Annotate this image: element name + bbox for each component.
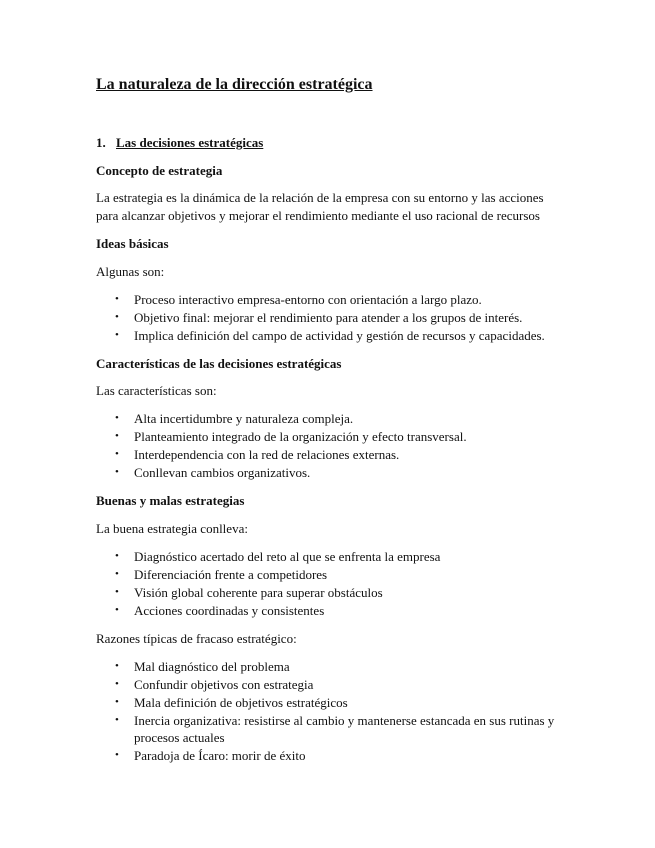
- buenas-heading: Buenas y malas estrategias: [96, 493, 245, 508]
- bullet-icon: •: [115, 678, 119, 690]
- document-title: La naturaleza de la dirección estratégica: [96, 76, 373, 93]
- list-item: • Planteamiento integrado de la organización y efecto transversal.: [115, 429, 467, 444]
- list-item: • Diagnóstico acertado del reto al que se enfrenta la empresa: [115, 549, 441, 564]
- bullet-icon: •: [115, 660, 119, 672]
- bullet-icon: •: [115, 568, 119, 580]
- section-title: Las decisiones estratégicas: [116, 135, 264, 150]
- fracaso-list: [96, 658, 566, 765]
- list-item: • Alta incertidumbre y naturaleza compleja.: [115, 411, 354, 426]
- bullet-icon: •: [115, 749, 119, 761]
- bullet-icon: •: [115, 448, 119, 460]
- list-item: • Paradoja de Ícaro: morir de éxito: [115, 748, 306, 763]
- ideas-heading: Ideas básicas: [96, 236, 169, 251]
- list-item: • Mala definición de objetivos estratégicos: [115, 695, 348, 710]
- caracteristicas-intro: Las características son:: [96, 383, 217, 398]
- list-item: • Mal diagnóstico del problema: [115, 659, 290, 674]
- caracteristicas-list: [96, 410, 566, 482]
- bullet-icon: •: [115, 586, 119, 598]
- list-item: • Proceso interactivo empresa-entorno con orientación a largo plazo.: [115, 292, 482, 307]
- bullet-icon: •: [115, 466, 119, 478]
- caracteristicas-heading: Características de las decisiones estratégicas: [96, 356, 342, 371]
- buenas-intro: La buena estrategia conlleva:: [96, 521, 248, 536]
- list-item: • Acciones coordinadas y consistentes: [115, 603, 325, 618]
- bullet-icon: •: [115, 604, 119, 616]
- bullet-icon: •: [115, 412, 119, 424]
- ideas-intro: Algunas son:: [96, 264, 165, 279]
- fracaso-intro: Razones típicas de fracaso estratégico:: [96, 631, 297, 646]
- list-item: • Implica definición del campo de actividad y gestión de recursos y capacidades.: [115, 328, 545, 343]
- bullet-icon: •: [115, 329, 119, 341]
- bullet-icon: •: [115, 311, 119, 323]
- list-item: • Interdependencia con la red de relaciones externas.: [115, 447, 400, 462]
- bullet-icon: •: [115, 550, 119, 562]
- bullet-icon: •: [115, 696, 119, 708]
- bullet-icon: •: [115, 430, 119, 442]
- list-item: • Conllevan cambios organizativos.: [115, 465, 311, 480]
- list-item: • Confundir objetivos con estrategia: [115, 677, 314, 692]
- concepto-text: La estrategia es la dinámica de la relación de la empresa con su entorno y las acciones para alcanzar objetivos y mejorar el rendimiento mediante el uso racional de recursos: [96, 190, 544, 223]
- list-item: • Visión global coherente para superar obstáculos: [115, 585, 383, 600]
- concepto-heading: Concepto de estrategia: [96, 163, 223, 178]
- section-1-heading: [96, 135, 263, 151]
- list-item: • Diferenciación frente a competidores: [115, 567, 328, 582]
- list-item: • Inercia organizativa: resistirse al cambio y mantenerse estancada en sus rutinas y procesos actuales: [115, 713, 555, 745]
- list-item: • Objetivo final: mejorar el rendimiento para atender a los grupos de interés.: [115, 310, 523, 325]
- bullet-icon: •: [115, 714, 119, 726]
- buenas-list: [96, 548, 566, 620]
- bullet-icon: •: [115, 293, 119, 305]
- ideas-list: [96, 291, 566, 345]
- section-number: 1.: [96, 135, 106, 150]
